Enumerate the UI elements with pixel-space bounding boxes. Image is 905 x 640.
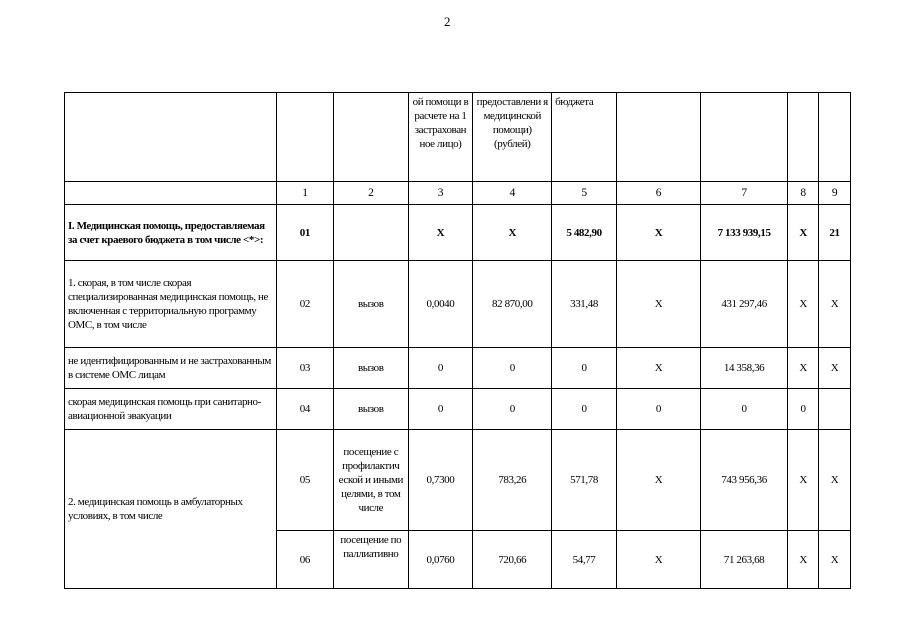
- row-value-3: X: [408, 205, 473, 261]
- row-value-6: X: [616, 261, 700, 348]
- header-cell-col7: [700, 93, 787, 182]
- row-unit: вызов: [334, 261, 408, 348]
- row-value-3: 0,7300: [408, 430, 473, 531]
- row-value-9: 21: [819, 205, 851, 261]
- row-value-5: 5 482,90: [552, 205, 617, 261]
- row-value-6: 0: [616, 389, 700, 430]
- row-value-3: 0,0040: [408, 261, 473, 348]
- row-name: скорая медицинская помощь при санитарно-авиационной эвакуации: [65, 389, 277, 430]
- row-value-8: X: [788, 430, 819, 531]
- row-value-4: 0: [473, 389, 552, 430]
- row-value-7: 431 297,46: [700, 261, 787, 348]
- header-cell-col4: предоставлени я медицинской помощи) (рублей): [473, 93, 552, 182]
- row-unit: посещение с профилактич еской и иными целями, в том числе: [334, 430, 408, 531]
- row-code: 04: [276, 389, 333, 430]
- row-value-9: X: [819, 348, 851, 389]
- row-unit: вызов: [334, 348, 408, 389]
- column-numbers-row: [65, 182, 851, 205]
- header-cell-col6: [616, 93, 700, 182]
- row-code: 05: [276, 430, 333, 531]
- header-cell-col5: бюджета: [552, 93, 617, 182]
- row-name: 1. скорая, в том числе скорая специализированная медицинская помощь, не включенная с территориальную программу ОМС, в том числе: [65, 261, 277, 348]
- row-code: 06: [276, 531, 333, 589]
- row-unit: [334, 205, 408, 261]
- row-value-8: X: [788, 348, 819, 389]
- header-cell-col9: [819, 93, 851, 182]
- row-value-4: 0: [473, 348, 552, 389]
- table-row: [65, 389, 851, 430]
- row-value-5: 54,77: [552, 531, 617, 589]
- column-number: 8: [788, 182, 819, 205]
- row-name: не идентифицированным и не застрахованным в системе ОМС лицам: [65, 348, 277, 389]
- row-value-4: 720,66: [473, 531, 552, 589]
- header-cell-col8: [788, 93, 819, 182]
- row-value-4: 82 870,00: [473, 261, 552, 348]
- row-value-4: 783,26: [473, 430, 552, 531]
- header-cell-name: [65, 93, 277, 182]
- row-unit: посещение по паллиативно: [334, 531, 408, 589]
- row-value-6: X: [616, 205, 700, 261]
- row-name: 2. медицинская помощь в амбулаторных условиях, в том числе: [65, 430, 277, 589]
- column-number: 1: [276, 182, 333, 205]
- table-row: [65, 261, 851, 348]
- column-number-blank: [65, 182, 277, 205]
- row-value-8: 0: [788, 389, 819, 430]
- row-value-3: 0: [408, 348, 473, 389]
- header-cell-unit: [334, 93, 408, 182]
- row-value-5: 0: [552, 348, 617, 389]
- row-value-9: X: [819, 531, 851, 589]
- row-value-8: X: [788, 261, 819, 348]
- row-value-9: X: [819, 261, 851, 348]
- row-code: 01: [276, 205, 333, 261]
- row-value-7: 7 133 939,15: [700, 205, 787, 261]
- row-unit: вызов: [334, 389, 408, 430]
- column-number: 5: [552, 182, 617, 205]
- page-number: 2: [444, 14, 451, 29]
- row-value-6: X: [616, 348, 700, 389]
- column-number: 3: [408, 182, 473, 205]
- row-value-8: X: [788, 531, 819, 589]
- row-value-6: X: [616, 531, 700, 589]
- row-value-5: 331,48: [552, 261, 617, 348]
- row-value-7: 0: [700, 389, 787, 430]
- row-value-5: 0: [552, 389, 617, 430]
- table-header-row: [65, 93, 851, 182]
- row-value-3: 0: [408, 389, 473, 430]
- column-number: 4: [473, 182, 552, 205]
- budget-table: [64, 92, 851, 589]
- table-row: [65, 348, 851, 389]
- column-number: 9: [819, 182, 851, 205]
- header-cell-code: [276, 93, 333, 182]
- row-value-9: X: [819, 430, 851, 531]
- column-number: 6: [616, 182, 700, 205]
- row-value-9: [819, 389, 851, 430]
- row-value-5: 571,78: [552, 430, 617, 531]
- row-code: 03: [276, 348, 333, 389]
- row-value-4: X: [473, 205, 552, 261]
- column-number: 2: [334, 182, 408, 205]
- row-value-3: 0,0760: [408, 531, 473, 589]
- header-cell-col3: ой помощи в расчете на 1 застрахован ное лицо): [408, 93, 473, 182]
- table-row: [65, 430, 851, 531]
- row-value-8: X: [788, 205, 819, 261]
- row-name: I. Медицинская помощь, предоставляемая за счет краевого бюджета в том числе <*>:: [65, 205, 277, 261]
- row-value-7: 14 358,36: [700, 348, 787, 389]
- column-number: 7: [700, 182, 787, 205]
- row-value-6: X: [616, 430, 700, 531]
- table-row-section-1: [65, 205, 851, 261]
- row-code: 02: [276, 261, 333, 348]
- row-value-7: 743 956,36: [700, 430, 787, 531]
- row-value-7: 71 263,68: [700, 531, 787, 589]
